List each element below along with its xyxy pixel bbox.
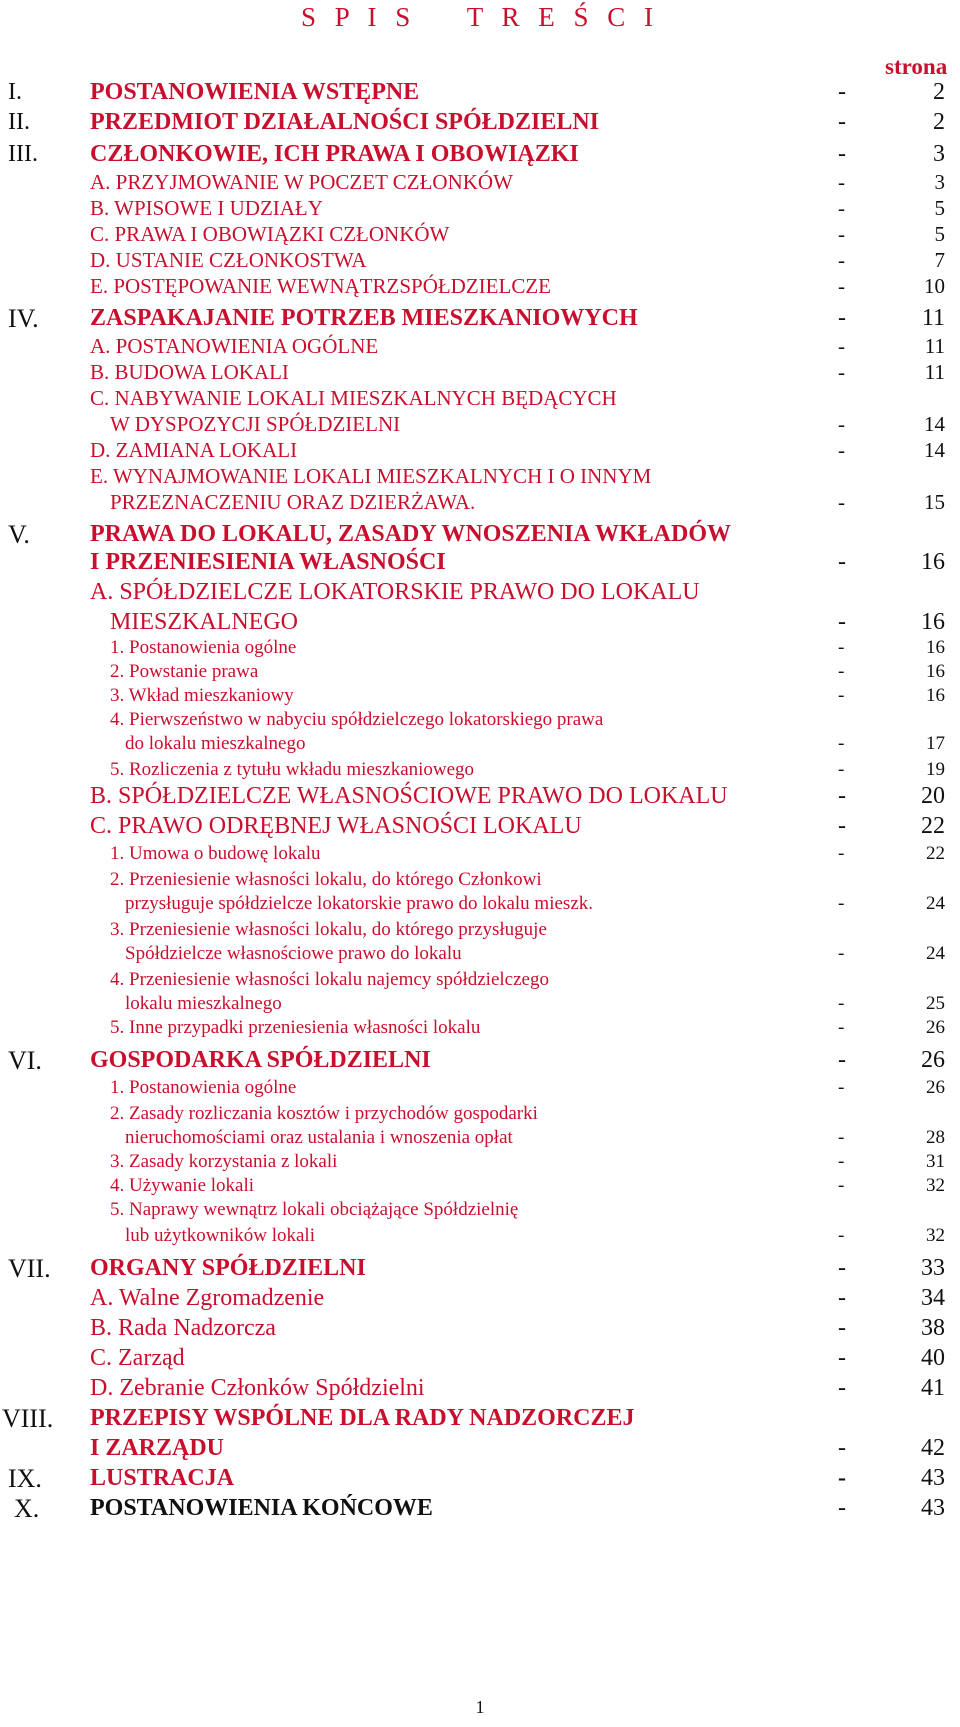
document-title: S P I S T R E Ś C I (300, 2, 660, 32)
toc-entry-title: 4. Przeniesienie własności lokalu najemcy spółdzielczego (110, 969, 549, 990)
toc-entry-title: 3. Przeniesienie własności lokalu, do którego przysługuje (110, 919, 547, 940)
toc-entry-page: 33 (921, 1255, 945, 1281)
toc-entry-page: 2 (933, 109, 945, 135)
toc-entry-title: lub użytkowników lokali (125, 1225, 315, 1246)
toc-entry-page: 11 (924, 334, 945, 358)
toc-entry-title: Spółdzielcze własnościowe prawo do lokalu (125, 943, 462, 964)
toc-entry-dash: - (838, 305, 846, 331)
toc-entry-dash: - (838, 196, 845, 220)
toc-entry-dash: - (838, 759, 845, 780)
toc-entry-page: 14 (924, 412, 945, 436)
toc-entry-title: do lokalu mieszkalnego (125, 733, 306, 754)
toc-entry-dash: - (838, 334, 845, 358)
toc-entry-title: C. Zarząd (90, 1345, 185, 1371)
toc-entry-page: 41 (921, 1375, 945, 1401)
toc-entry-page: 40 (921, 1345, 945, 1371)
toc-entry-dash: - (838, 549, 846, 575)
toc-entry-page: 11 (924, 360, 945, 384)
toc-entry-page: 31 (926, 1151, 945, 1172)
toc-entry-title: C. PRAWA I OBOWIĄZKI CZŁONKÓW (90, 222, 450, 246)
toc-entry-dash: - (838, 609, 846, 635)
toc-entry-page: 3 (933, 141, 945, 167)
toc-entry-dash: - (838, 993, 845, 1014)
toc-entry-dash: - (838, 1017, 845, 1038)
toc-entry-page: 26 (926, 1077, 945, 1098)
toc-entry-dash: - (838, 1315, 846, 1341)
toc-entry-dash: - (838, 1175, 845, 1196)
toc-entry-title: nieruchomościami oraz ustalania i wnoszenia opłat (125, 1127, 513, 1148)
toc-entry-title: B. BUDOWA LOKALI (90, 360, 289, 384)
toc-entry-dash: - (838, 685, 845, 706)
toc-entry-dash: - (838, 438, 845, 462)
toc-entry-title: 2. Zasady rozliczania kosztów i przychodów gospodarki (110, 1103, 538, 1124)
toc-entry-page: 15 (924, 490, 945, 514)
toc-entry-page: 34 (921, 1285, 945, 1311)
toc-entry-title: 4. Używanie lokali (110, 1175, 255, 1196)
toc-entry-dash: - (838, 943, 845, 964)
toc-entry-dash: - (838, 1151, 845, 1172)
toc-entry-dash: - (838, 248, 845, 272)
toc-entry-number: III. (8, 141, 38, 167)
toc-entry-page: 3 (934, 170, 945, 194)
page-column-header: strona (885, 54, 948, 79)
toc-entry-dash: - (838, 813, 846, 839)
toc-entry-page: 26 (926, 1017, 945, 1038)
toc-entry-title: ZASPAKAJANIE POTRZEB MIESZKANIOWYCH (90, 305, 638, 331)
toc-entry-title: E. WYNAJMOWANIE LOKALI MIESZKALNYCH I O INNYM (90, 464, 652, 488)
toc-entry-dash: - (838, 1225, 845, 1246)
toc-entry-title: B. SPÓŁDZIELCZE WŁASNOŚCIOWE PRAWO DO LOKALU (90, 783, 728, 809)
toc-entry-dash: - (838, 1255, 846, 1281)
toc-entry-page: 11 (921, 305, 945, 331)
toc-entry-dash: - (838, 1047, 846, 1073)
toc-entry-title: 5. Inne przypadki przeniesienia własności lokalu (110, 1017, 481, 1038)
toc-entry-number: VI. (8, 1046, 42, 1075)
toc-entry-page: 7 (934, 248, 945, 272)
toc-entry-title: POSTANOWIENIA WSTĘPNE (90, 79, 420, 105)
toc-entry-title: E. POSTĘPOWANIE WEWNĄTRZSPÓŁDZIELCZE (90, 274, 551, 298)
toc-entry-page: 17 (926, 733, 945, 754)
toc-entry-page: 42 (921, 1435, 945, 1461)
toc-entry-dash: - (838, 1077, 845, 1098)
toc-entry-page: 24 (926, 893, 945, 914)
toc-entry-page: 19 (926, 759, 945, 780)
toc-entry-dash: - (838, 170, 845, 194)
toc-entry-page: 14 (924, 438, 945, 462)
toc-entry-dash: - (838, 843, 845, 864)
toc-entry-page: 22 (921, 813, 945, 839)
toc-entry-page: 22 (926, 843, 945, 864)
toc-entry-number: X. (14, 1494, 40, 1523)
toc-entry-title: PRAWA DO LOKALU, ZASADY WNOSZENIA WKŁADÓW (90, 521, 732, 547)
toc-entry-title: A. SPÓŁDZIELCZE LOKATORSKIE PRAWO DO LOKALU (90, 579, 700, 605)
toc-entry-title: A. PRZYJMOWANIE W POCZET CZŁONKÓW (90, 170, 513, 194)
toc-entry-dash: - (838, 222, 845, 246)
toc-entry-title: A. Walne Zgromadzenie (90, 1285, 325, 1311)
toc-entry-title: A. POSTANOWIENIA OGÓLNE (90, 334, 379, 358)
toc-entry-dash: - (838, 661, 845, 682)
toc-entry-dash: - (838, 1435, 846, 1461)
toc-entry-dash: - (838, 1127, 845, 1148)
toc-entry-title: 1. Postanowienia ogólne (110, 637, 297, 658)
toc-entry-title: 5. Naprawy wewnątrz lokali obciążające Spółdzielnię (110, 1199, 519, 1220)
toc-entry-page: 16 (926, 637, 945, 658)
toc-entry-title: I PRZENIESIENIA WŁASNOŚCI (90, 549, 446, 575)
toc-entry-title: przysługuje spółdzielcze lokatorskie prawo do lokalu mieszk. (125, 893, 594, 914)
toc-entry-dash: - (838, 141, 846, 167)
toc-entry-title: lokalu mieszkalnego (125, 993, 282, 1014)
toc-entry-dash: - (838, 79, 846, 105)
toc-entry-page: 16 (921, 609, 945, 635)
toc-entry-page: 5 (934, 196, 945, 220)
toc-entry-page: 16 (921, 549, 945, 575)
toc-entry-page: 16 (926, 685, 945, 706)
toc-entry-title: LUSTRACJA (90, 1465, 235, 1491)
toc-entry-title: PRZEPISY WSPÓLNE DLA RADY NADZORCZEJ (90, 1405, 635, 1431)
toc-entry-page: 2 (933, 79, 945, 105)
toc-entry-title: 3. Wkład mieszkaniowy (110, 685, 294, 706)
toc-entry-page: 26 (921, 1047, 945, 1073)
toc-entry-dash: - (838, 733, 845, 754)
toc-entry-title: 3. Zasady korzystania z lokali (110, 1151, 338, 1172)
toc-entry-page: 32 (926, 1175, 945, 1196)
toc-entry-title: 2. Powstanie prawa (110, 661, 259, 682)
toc-entry-page: 10 (924, 274, 945, 298)
toc-entry-title: D. ZAMIANA LOKALI (90, 438, 298, 462)
toc-entry-title: POSTANOWIENIA KOŃCOWE (90, 1495, 433, 1521)
toc-entry-title: 1. Umowa o budowę lokalu (110, 843, 321, 864)
toc-entry-title: C. PRAWO ODRĘBNEJ WŁASNOŚCI LOKALU (90, 813, 582, 839)
page-number: 1 (475, 1697, 485, 1717)
toc-entry-number: VIII. (2, 1404, 54, 1433)
toc-entry-number: I. (8, 79, 22, 105)
toc-entry-dash: - (838, 1465, 846, 1491)
toc-entry-dash: - (838, 1495, 846, 1521)
toc-entry-dash: - (838, 490, 845, 514)
toc-entry-dash: - (838, 1375, 846, 1401)
toc-entry-title: 5. Rozliczenia z tytułu wkładu mieszkaniowego (110, 759, 475, 780)
toc-entry-page: 28 (926, 1127, 945, 1148)
toc-entry-title: W DYSPOZYCJI SPÓŁDZIELNI (110, 412, 401, 436)
toc-entry-title: B. Rada Nadzorcza (90, 1315, 276, 1341)
toc-entry-page: 5 (934, 222, 945, 246)
toc-entry-dash: - (838, 893, 845, 914)
toc-entry-title: PRZEDMIOT DZIAŁALNOŚCI SPÓŁDZIELNI (90, 109, 600, 135)
toc-entry-dash: - (838, 783, 846, 809)
toc-entry-dash: - (838, 637, 845, 658)
toc-entry-page: 43 (921, 1495, 945, 1521)
toc-entry-number: IV. (8, 304, 39, 333)
toc-entry-page: 38 (921, 1315, 945, 1341)
toc-entry-page: 43 (921, 1465, 945, 1491)
toc-entry-number: IX. (8, 1464, 42, 1493)
toc-entry-number: II. (8, 109, 30, 135)
toc-entry-page: 16 (926, 661, 945, 682)
toc-entry-dash: - (838, 412, 845, 436)
toc-entry-title: I ZARZĄDU (90, 1435, 225, 1461)
toc-entry-dash: - (838, 1345, 846, 1371)
toc-entry-title: 2. Przeniesienie własności lokalu, do którego Członkowi (110, 869, 542, 890)
toc-entry-title: MIESZKALNEGO (110, 609, 298, 635)
toc-entry-title: D. USTANIE CZŁONKOSTWA (90, 248, 367, 272)
toc-entry-dash: - (838, 360, 845, 384)
toc-entry-number: VII. (8, 1254, 51, 1283)
toc-entry-dash: - (838, 274, 845, 298)
toc-entry-page: 32 (926, 1225, 945, 1246)
toc-entry-page: 20 (921, 783, 945, 809)
toc-entry-title: 1. Postanowienia ogólne (110, 1077, 297, 1098)
toc-entry-title: D. Zebranie Członków Spółdzielni (90, 1375, 425, 1401)
toc-entry-title: B. WPISOWE I UDZIAŁY (90, 196, 323, 220)
toc-entry-number: V. (8, 520, 30, 549)
toc-entry-dash: - (838, 109, 846, 135)
toc-entry-dash: - (838, 1285, 846, 1311)
toc-entry-title: CZŁONKOWIE, ICH PRAWA I OBOWIĄZKI (90, 141, 579, 167)
toc-entry-page: 24 (926, 943, 945, 964)
toc-entry-title: ORGANY SPÓŁDZIELNI (90, 1255, 366, 1281)
toc-entry-page: 25 (926, 993, 945, 1014)
toc-entry-title: 4. Pierwszeństwo w nabyciu spółdzielczego lokatorskiego prawa (110, 709, 604, 730)
toc-entry-title: PRZEZNACZENIU ORAZ DZIERŻAWA. (110, 490, 476, 514)
toc-entry-title: C. NABYWANIE LOKALI MIESZKALNYCH BĘDĄCYCH (90, 386, 617, 410)
toc-entry-title: GOSPODARKA SPÓŁDZIELNI (90, 1047, 431, 1073)
